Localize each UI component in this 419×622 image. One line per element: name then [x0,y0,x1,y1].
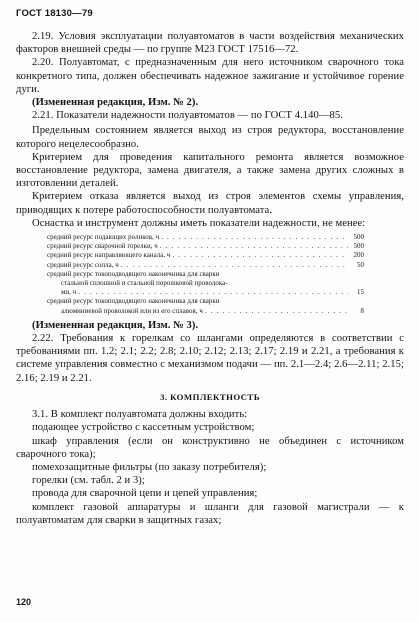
main-content [16,30,404,527]
leader-dots [160,242,348,251]
resource-value: 50 [357,261,364,269]
resource-label: средний ресурс направляющего канала, ч [47,252,171,260]
paragraph-overhaul-criterion: Критерием для проведения капитального ремонта является возможное восстановление редуктора, замена двигателя, а также замена других сложных в изготовлении деталей. [16,151,404,190]
list-item-feeder: подающее устройство с кассетным устройством; [32,422,255,434]
resource-value: 15 [357,289,364,297]
resource-value: 500 [353,243,364,251]
resource-value: 8 [360,307,364,315]
amendment-note-3: (Измененная редакция, Изм. № 3). [32,319,199,331]
resource-row-tail [47,288,364,297]
list-item-filters: помехозащитные фильтры (по заказу потребителя); [32,461,267,473]
page-header: ГОСТ 18130—79 [16,8,93,19]
resource-label-line: алюминиевой проволокой или из его сплавов, ч [61,307,203,315]
resource-row-multiline [47,270,364,298]
resource-label-line: средний ресурс токоподводящего наконечника для сварки [47,298,220,306]
resource-value: 200 [353,252,364,260]
paragraph-tooling-reliability: Оснастка и инструмент должны иметь показатели надежности, не менее: [32,217,366,229]
page-number: 120 [16,597,32,607]
resource-row-tail [47,307,364,316]
resource-label-line: ми, ч [61,289,77,297]
resource-row [47,242,364,251]
resource-row [47,251,364,260]
resource-label-line: средний ресурс токоподводящего наконечника для сварки [47,270,220,278]
resource-value: 500 [353,234,364,242]
paragraph-2-20: 2.20. Полуавтомат, с предназначенным для него источником сварочного тока конкретного типа, должен обеспечивать надежное зажигание и устойчивое горение дуги. [16,57,404,95]
leader-dots [205,307,348,316]
resource-list [16,233,364,316]
resource-label: средний ресурс подающих роликов, ч [47,234,160,242]
leader-dots [161,233,348,242]
list-item-cables: провода для сварочной цепи и цепей управления; [32,488,258,500]
resource-label-line: стальной сплошной и стальной порошковой проволока- [61,280,228,288]
paragraph-2-22: 2.22. Требования к горелкам со шлангами определяются в соответствии с требованиями пп. 1.2; 2.1; 2.2; 2.8; 2.10; 2.12; 2.13; 2.17; 2.19 и 2.21, а требования к системе управления совместно с механизмом подачи — пп. 2.1—2.4; 2.6—2.11; 2.15; 2.16; 2.19 и 2.21. [16,333,404,384]
list-item-torches: горелки (см. табл. 2 и 3); [32,475,145,487]
leader-dots [172,251,348,260]
paragraph-2-21: 2.21. Показатели надежности полуавтоматов — по ГОСТ 4.140—85. [32,110,343,122]
section-title: 3. КОМПЛЕКТНОСТЬ [160,391,260,402]
resource-label: средний ресурс сопла, ч [47,261,119,269]
paragraph-limit-state: Предельным состоянием является выход из строя редуктора, восстановление которого нецелесообразно. [16,125,404,150]
list-item-gas-kit: комплект газовой аппаратуры и шланги для газовой магистрали — к полуавтоматам для сварки в защитных газах; [16,501,404,526]
resource-row-multiline [47,297,364,315]
leader-dots [78,288,348,297]
resource-row [47,233,364,242]
resource-label: средний ресурс сварочной горелки, ч [47,243,158,251]
amendment-note-2: (Измененная редакция, Изм. № 2). [32,97,199,109]
resource-row [47,261,364,270]
list-item-control-cabinet: шкаф управления (если он конструктивно не объединен с источником сварочного тока); [16,435,404,460]
paragraph-2-19: 2.19. Условия эксплуатации полуавтоматов в части воздействия механических факторов внешней среды — по группе М23 ГОСТ 17516—72. [16,31,404,56]
paragraph-failure-criterion: Критерием отказа является выход из строя элементов схемы управления, приводящих к потере работоспособности полуавтомата. [16,191,404,216]
leader-dots [121,261,348,270]
paragraph-3-1: 3.1. В комплект полуавтомата должны входить: [32,409,248,421]
